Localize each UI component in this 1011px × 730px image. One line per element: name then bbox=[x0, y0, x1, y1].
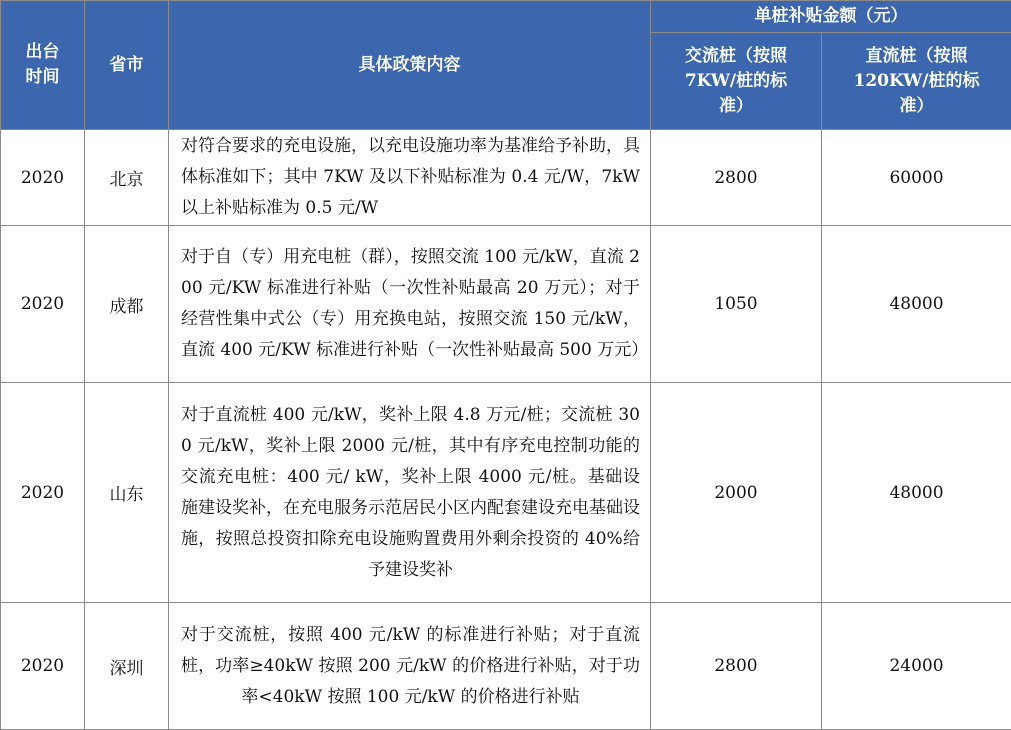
table-row-beijing bbox=[1, 130, 1011, 226]
cell-policy: 对符合要求的充电设施，以充电设施功率为基准给予补助，具体标准如下；其中 7KW 及以下补贴标准为 0.4 元/W，7kW 以上补贴标准为 0.5 元/W bbox=[169, 130, 651, 226]
cell-policy: 对于交流桩，按照 400 元/kW 的标准进行补贴；对于直流桩，功率≥40kW 按照 200 元/kW 的价格进行补贴，对于功率<40kW 按照 100 元/kW 的价格进行补贴 bbox=[169, 603, 651, 730]
cell-policy: 对于自（专）用充电桩（群），按照交流 100 元/kW，直流 200 元/KW 标准进行补贴（一次性补贴最高 20 万元）；对于经营性集中式公（专）用充换电站，按照交流 150 元/kW，直流 400 元/KW 标准进行补贴（一次性补贴最高 500 万元） bbox=[169, 226, 651, 383]
header-dc-pile: 直流桩（按照 120KW/桩的标 准） bbox=[822, 33, 1011, 130]
table-row-shenzhen bbox=[1, 603, 1011, 730]
cell-dc-amount: 48000 bbox=[822, 383, 1011, 603]
header-policy: 具体政策内容 bbox=[169, 1, 651, 130]
cell-ac-amount: 2800 bbox=[651, 130, 822, 226]
cell-city: 深圳 bbox=[85, 603, 169, 730]
cell-ac-amount: 1050 bbox=[651, 226, 822, 383]
cell-policy: 对于直流桩 400 元/kW，奖补上限 4.8 万元/桩；交流桩 300 元/kW，奖补上限 2000 元/桩，其中有序充电控制功能的交流充电桩：400 元/ kW，奖补上限 4000 元/桩。基础设施建设奖补，在充电服务示范居民小区内配套建设充电基础设施，按照总投资扣除充电设施购置费用外剩余投资的 40%给予建设奖补 bbox=[169, 383, 651, 603]
cell-ac-amount: 2800 bbox=[651, 603, 822, 730]
header-time: 出台 时间 bbox=[1, 1, 85, 130]
cell-year: 2020 bbox=[1, 130, 85, 226]
table-row-shandong bbox=[1, 383, 1011, 603]
cell-city: 北京 bbox=[85, 130, 169, 226]
cell-city: 成都 bbox=[85, 226, 169, 383]
cell-ac-amount: 2000 bbox=[651, 383, 822, 603]
table-row-chengdu bbox=[1, 226, 1011, 383]
cell-year: 2020 bbox=[1, 383, 85, 603]
header-subsidy-amount: 单桩补贴金额（元） bbox=[651, 1, 1011, 33]
cell-dc-amount: 48000 bbox=[822, 226, 1011, 383]
cell-dc-amount: 60000 bbox=[822, 130, 1011, 226]
cell-dc-amount: 24000 bbox=[822, 603, 1011, 730]
cell-year: 2020 bbox=[1, 603, 85, 730]
cell-year: 2020 bbox=[1, 226, 85, 383]
header-ac-pile: 交流桩（按照 7KW/桩的标 准） bbox=[651, 33, 822, 130]
cell-city: 山东 bbox=[85, 383, 169, 603]
header-province: 省市 bbox=[85, 1, 169, 130]
